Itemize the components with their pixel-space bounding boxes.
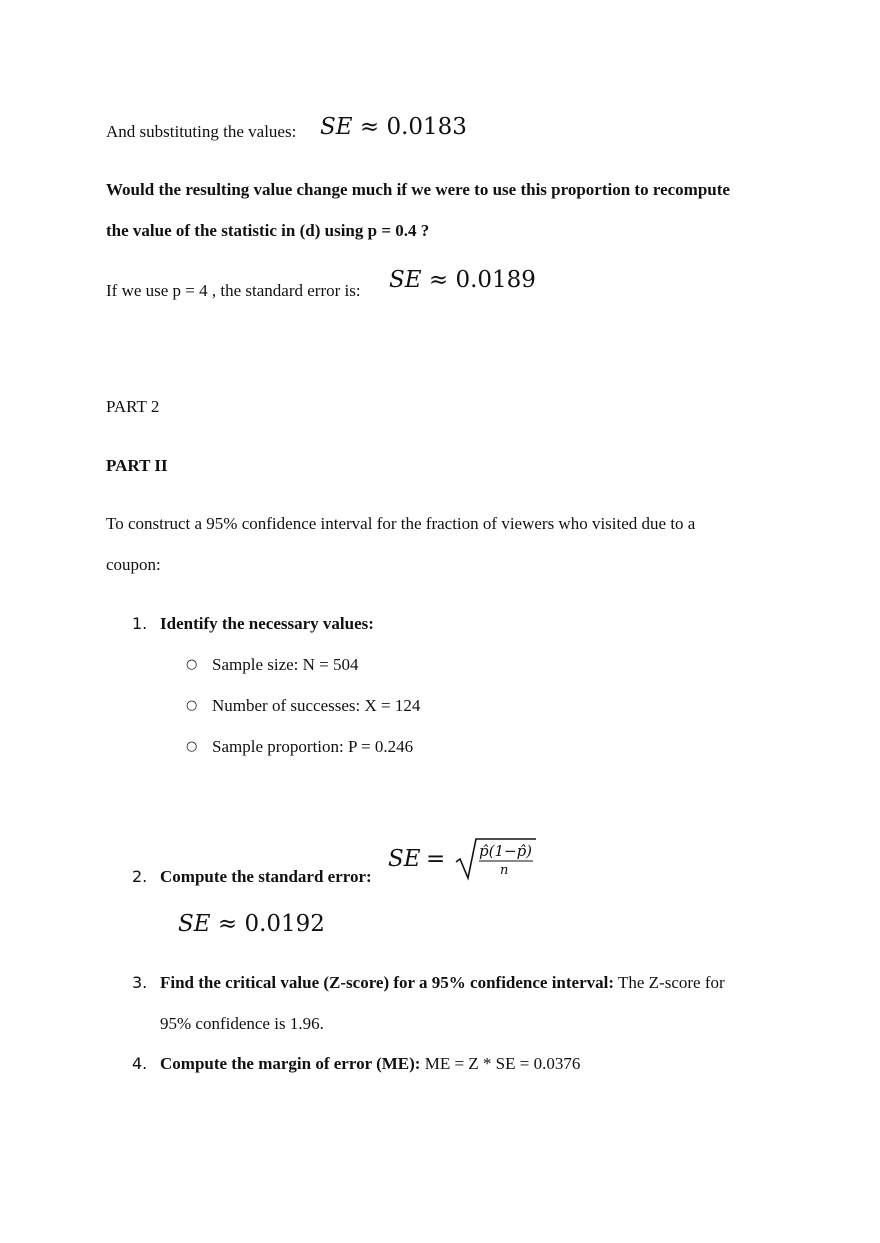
step-text: ME = Z * SE = 0.0376 xyxy=(420,1054,581,1073)
list-item: Number of successes: X = 124 xyxy=(212,696,421,715)
se-variable: SE xyxy=(320,114,353,140)
approx-symbol: ≈ xyxy=(217,911,238,937)
se-result-equation xyxy=(178,910,325,938)
se-value: 0.0192 xyxy=(244,911,325,937)
step-3-continuation: 95% confidence is 1.96. xyxy=(160,1014,324,1033)
step-number: 2. xyxy=(132,867,148,886)
approx-symbol: ≈ xyxy=(428,267,449,293)
se-variable: SE xyxy=(178,911,211,937)
step-number: 3. xyxy=(132,973,148,992)
se-equation-1 xyxy=(320,113,467,141)
substituting-label: And substituting the values: xyxy=(106,122,297,141)
question-line-1: Would the resulting value change much if we were to use this proportion to recompute xyxy=(106,180,730,199)
se-value: 0.0189 xyxy=(455,267,536,293)
step-number: 4. xyxy=(132,1054,148,1073)
substituting-text xyxy=(106,122,296,142)
sqrt-formula-graphic xyxy=(388,836,538,884)
step-3-text xyxy=(160,973,725,993)
part2-label: PART 2 xyxy=(106,397,160,416)
part2-heading: PART II xyxy=(106,456,168,475)
step-label: Compute the margin of error (ME): xyxy=(160,1054,421,1073)
bullet-icon: ○ xyxy=(186,698,198,713)
step-text: The Z-score for xyxy=(614,973,725,992)
formula-denominator: n xyxy=(500,863,509,878)
step-label: Find the critical value (Z-score) for a 95% confidence interval: xyxy=(160,973,615,992)
step-number: 1. xyxy=(132,614,148,633)
step-4-text xyxy=(160,1054,580,1074)
ci-intro-line-1: To construct a 95% confidence interval for the fraction of viewers who visited due to a xyxy=(106,514,696,533)
formula-numerator: p̂(1−p̂) xyxy=(479,842,533,860)
se-equation-2 xyxy=(389,266,536,294)
formula-lhs: SE xyxy=(388,846,421,872)
formula-eq: = xyxy=(426,846,446,872)
se-variable: SE xyxy=(389,267,422,293)
se-value: 0.0183 xyxy=(386,114,467,140)
list-item: Sample size: N = 504 xyxy=(212,655,359,674)
bullet-icon: ○ xyxy=(186,657,198,672)
question-line-2: the value of the statistic in (d) using p = 0.4 ? xyxy=(106,221,430,240)
step-label: Identify the necessary values: xyxy=(160,614,374,633)
step-label: Compute the standard error: xyxy=(160,867,372,886)
se-formula xyxy=(388,836,538,884)
approx-symbol: ≈ xyxy=(359,114,380,140)
ci-intro-line-2: coupon: xyxy=(106,555,161,574)
list-item: Sample proportion: P = 0.246 xyxy=(212,737,414,756)
answer-text: If we use p = 4 , the standard error is: xyxy=(106,281,361,300)
bullet-icon: ○ xyxy=(186,739,198,754)
